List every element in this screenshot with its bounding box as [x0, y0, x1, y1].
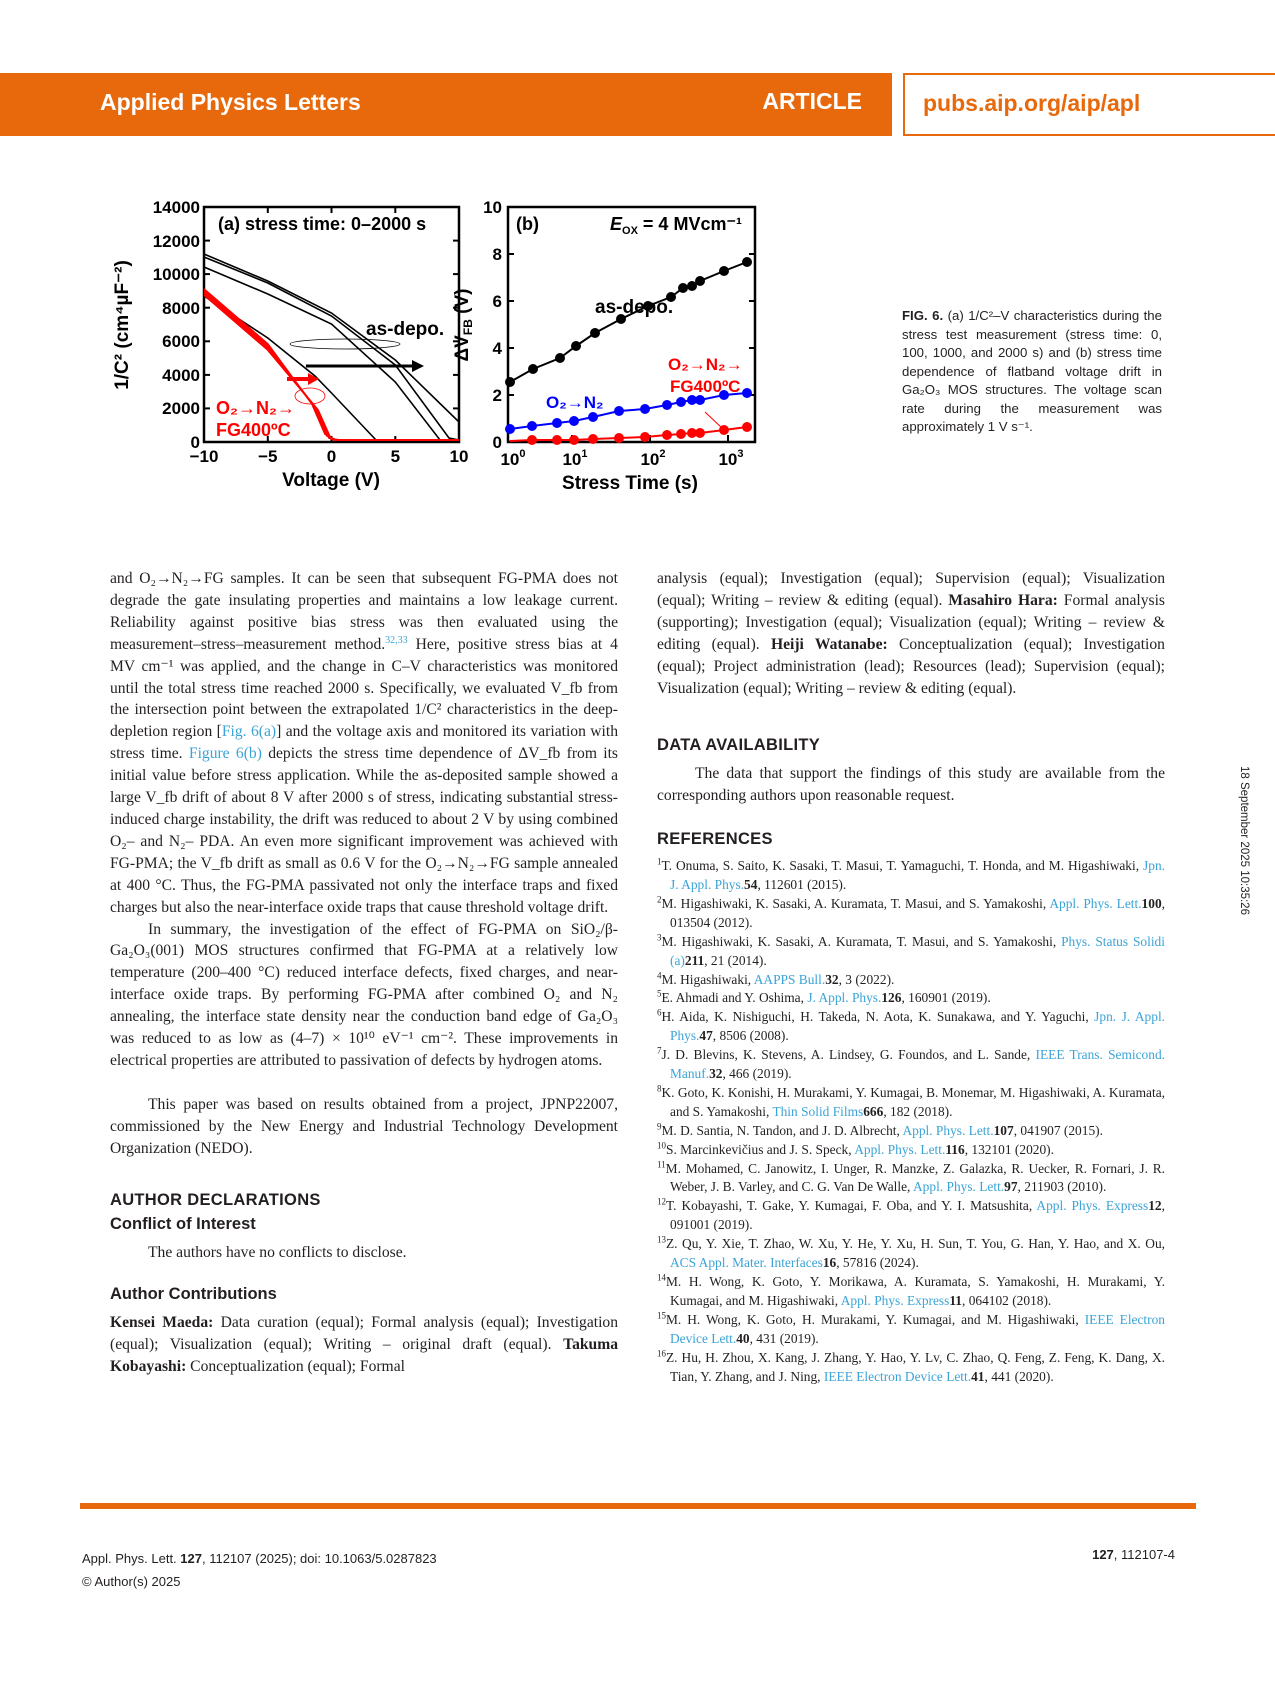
svg-text:10: 10 [483, 200, 502, 217]
reference-authors: M. H. Wong, K. Goto, H. Murakami, Y. Kumagai, and M. Higashiwaki, [666, 1311, 1085, 1327]
conflict-text: The authors have no conflicts to disclose. [148, 1244, 407, 1262]
svg-text:EOX = 4 MVcm⁻¹: $E_{OX} = 4$ MVcm⁻¹ [610, 214, 742, 237]
svg-text:Voltage (V): Voltage (V) [282, 470, 380, 491]
svg-text:O₂→N₂→: O₂→N₂→ [668, 355, 743, 374]
reference-journal-link[interactable]: Appl. Phys. Lett. [902, 1122, 994, 1138]
reference-details: , 041907 (2015). [1013, 1122, 1103, 1138]
svg-text:102: $10^2$ [640, 448, 666, 469]
svg-text:2: 2 [492, 386, 502, 405]
data-availability-heading: DATA AVAILABILITY [657, 736, 821, 755]
reference-details: , 8506 (2008). [712, 1028, 789, 1044]
svg-text:−5: −5 [258, 447, 278, 466]
fig-6b-link[interactable]: Figure 6(b) [188, 745, 262, 763]
reference-number: 9 [657, 1121, 662, 1132]
svg-text:100: $10^0$ [500, 448, 526, 469]
svg-text:12000: 12000 [152, 232, 200, 251]
reference-journal-link[interactable]: Jpn. J. Appl. Phys. [670, 1009, 1166, 1044]
reference-details: , 441 (2020). [984, 1368, 1054, 1384]
reference-details: , 132101 (2020). [964, 1141, 1054, 1157]
reference-details: , 013504 (2012). [670, 895, 1165, 930]
reference-item [657, 1160, 1165, 1198]
right-column [657, 568, 1165, 1386]
reference-details: , 3 (2022). [838, 971, 895, 987]
svg-text:14000: 14000 [152, 200, 200, 217]
svg-text:6: 6 [492, 292, 502, 311]
reference-authors: M. Higashiwaki, K. Sasaki, A. Kuramata, T. Masui, and S. Yamakoshi, [661, 895, 1050, 911]
reference-volume: 47 [699, 1028, 713, 1044]
article-type-label: ARTICLE [762, 88, 862, 114]
reference-item [657, 971, 1165, 990]
contributions-heading: Author Contributions [110, 1285, 277, 1304]
reference-volume: 54 [744, 876, 758, 892]
reference-details: , 211903 (2010). [1017, 1179, 1107, 1195]
reference-item [657, 1349, 1165, 1387]
reference-volume: 666 [863, 1103, 884, 1119]
svg-text:−10: −10 [189, 447, 219, 466]
svg-text:(b): (b) [516, 214, 539, 234]
svg-text:10000: 10000 [152, 265, 200, 284]
reference-authors: K. Goto, K. Konishi, H. Murakami, Y. Kumagai, B. Monemar, M. Higashiwaki, A. Kuramata, and S. Yamakoshi, [661, 1084, 1165, 1119]
reference-details: , 160901 (2019). [901, 990, 991, 1006]
reference-number: 8 [657, 1083, 662, 1094]
reference-authors: Z. Qu, Y. Xie, T. Zhao, W. Xu, Y. He, Y. Xu, H. Sun, T. You, G. Han, Y. Hao, and X. Ou, [666, 1236, 1165, 1252]
reference-authors: J. D. Blevins, K. Stevens, A. Lindsey, G. Foundos, and L. Sande, [661, 1047, 1036, 1063]
svg-text:O₂→N₂→: O₂→N₂→ [216, 398, 295, 418]
svg-text:as-depo.: as-depo. [595, 297, 674, 318]
reference-authors: M. Higashiwaki, K. Sasaki, A. Kuramata, T. Masui, and S. Yamakoshi, [661, 933, 1062, 949]
reference-authors: T. Kobayashi, T. Gake, Y. Kumagai, F. Oba, and Y. I. Matsushita, [666, 1198, 1037, 1214]
journal-url-link[interactable]: pubs.aip.org/aip/apl [923, 90, 1141, 116]
reference-item [657, 989, 1165, 1008]
data-availability-text: The data that support the findings of this study are available from the corresponding authors upon reasonable request. [657, 765, 1165, 805]
svg-text:8000: 8000 [162, 299, 200, 318]
footer-rule [80, 1503, 1196, 1509]
reference-journal-link[interactable]: Appl. Phys. Lett. [913, 1179, 1005, 1195]
left-column [110, 568, 618, 1378]
figure-caption [902, 307, 1162, 437]
reference-item [657, 1273, 1165, 1311]
svg-text:8: 8 [492, 245, 502, 264]
reference-journal-link[interactable]: IEEE Trans. Semicond. Manuf. [670, 1047, 1165, 1082]
reference-journal-link[interactable]: Appl. Phys. Express [1036, 1198, 1149, 1214]
svg-text:as-depo.: as-depo. [366, 319, 445, 340]
reference-journal-link[interactable]: IEEE Electron Device Lett. [670, 1311, 1166, 1346]
reference-volume: 107 [993, 1122, 1014, 1138]
download-timestamp: 18 September 2025 10:35:26 [1238, 766, 1250, 915]
summary-paragraph: In summary, the investigation of the effect of FG-PMA on SiO₂/β-Ga₂O₃(001) MOS structures confirmed that FG-PMA at a relatively low temperature (200–400 °C) reduced interface defects, fixed charges, and near-interface oxide traps. By performing FG-PMA after combined O₂ and N₂ annealing, the interface state density near the conduction band edge of Ga₂O₃ was reduced to as low as (4–7) × 10¹⁰ eV⁻¹ cm⁻². These improvements in electrical properties are attributed to passivation of defects by hydrogen atoms. [110, 920, 618, 1069]
svg-text:Stress Time (s): Stress Time (s) [562, 473, 698, 494]
reference-journal-link[interactable]: IEEE Electron Device Lett. [823, 1368, 972, 1384]
reference-volume: 41 [971, 1368, 985, 1384]
contributions-text: Kensei Maeda: Data curation (equal); Formal analysis (equal); Investigation (equal); Visualization (equal); Writing – original draft (equal). Takuma Kobayashi: Conceptualization (equal); Formal [110, 1314, 618, 1375]
reference-authors: M. Higashiwaki, [661, 971, 754, 987]
reference-number: 5 [657, 988, 662, 999]
reference-number: 16 [657, 1348, 666, 1359]
reference-item [657, 1046, 1165, 1084]
copyright: © Author(s) 2025 [82, 1574, 181, 1589]
reference-volume: 32 [709, 1066, 723, 1082]
conflict-heading: Conflict of Interest [110, 1215, 256, 1234]
reference-journal-link[interactable]: Appl. Phys. Lett. [854, 1141, 946, 1157]
svg-text:FG400ºC: FG400ºC [670, 377, 741, 396]
reference-journal-link[interactable]: Phys. Status Solidi (a) [670, 933, 1165, 968]
chart-b [449, 200, 755, 494]
svg-text:O₂→N₂: O₂→N₂ [546, 393, 604, 412]
reference-item [657, 1008, 1165, 1046]
caption-label: FIG. 6. [902, 308, 944, 323]
reference-authors: M. Mohamed, C. Janowitz, I. Unger, R. Manzke, Z. Galazka, R. Uecker, R. Fornari, J. R. Weber, J. B. Varley, and C. G. Van De Walle, [665, 1160, 1165, 1195]
contributions-continued: analysis (equal); Investigation (equal); Supervision (equal); Visualization (equal); Writing – review & editing (equal). Masahiro Hara: Formal analysis (supporting); Investigation (equal); Visualization (equal); Writing – review & editing (equal). Heiji Watanabe: Conceptualization (equal); Investigation (equal); Project administration (lead); Resources (lead); Supervision (equal); Visualization (equal); Writing – review & editing (equal). [657, 570, 1165, 697]
journal-title: Applied Physics Letters [100, 89, 361, 115]
reference-number: 4 [657, 970, 662, 981]
reference-number: 1 [657, 856, 662, 867]
reference-volume: 32 [825, 971, 839, 987]
svg-text:103: $10^3$ [718, 448, 744, 469]
reference-volume: 97 [1004, 1179, 1018, 1195]
reference-authors: S. Marcinkevičius and J. S. Speck, [666, 1141, 855, 1157]
svg-text:101: $10^1$ [562, 448, 588, 469]
svg-text:FG400ºC: FG400ºC [216, 420, 291, 440]
svg-text:4: 4 [492, 339, 502, 358]
reference-number: 3 [657, 932, 662, 943]
reference-details: , 064102 (2018). [962, 1292, 1052, 1308]
svg-text:10: 10 [449, 447, 469, 466]
reference-details: , 182 (2018). [883, 1103, 953, 1119]
reference-authors: M. D. Santia, N. Tandon, and J. D. Albrecht, [661, 1122, 903, 1138]
reference-number: 12 [657, 1196, 666, 1207]
funding-paragraph: This paper was based on results obtained from a project, JPNP22007, commissioned by the New Energy and Industrial Technology Development Organization (NEDO). [110, 1095, 618, 1157]
svg-text:5: 5 [390, 447, 401, 466]
references-list [657, 857, 1165, 1386]
reference-details: , 57816 (2024). [836, 1255, 919, 1271]
reference-details: , 112601 (2015). [757, 876, 847, 892]
figure-6 [100, 200, 820, 540]
page-number: 127, 112107-4 [1092, 1547, 1175, 1562]
reference-number: 13 [657, 1234, 666, 1245]
body-paragraph: and O₂→N₂→FG samples. It can be seen that subsequent FG-PMA does not degrade the gate insulating properties and maintains a low leakage current. Reliability against positive bias stress was then evaluated using the measurement–stress–measurement method.$^{32,33}$ Here, positive stress bias at 4 MV cm⁻¹ was applied, and the change in C–V characteristics was monitored until the total stress time reached 2000 s. Specifically, we evaluated V_fb from the intersection point between the extrapolated 1/C² characteristics in the deep-depletion region [Fig. 6(a)] and the voltage axis and monitored its variation with stress time. Figure 6(b) depicts the stress time dependence of ΔV_fb from its initial value before stress application. While the as-deposited sample showed a large V_fb drift of about 8 V after 2000 s of stress, indicating substantial stress-induced charge instability, the drift was reduced to about 2 V by using combined O₂– and N₂– PDA. An even more significant improvement was achieved with FG-PMA; the V_fb drift as small as 0.6 V for the O₂→N₂→FG sample annealed at 400 °C. Thus, the FG-PMA passivated not only the interface traps and fixed charges but also the near-interface oxide traps that cause threshold voltage drift. [110, 570, 619, 916]
svg-text:0: 0 [190, 433, 200, 452]
reference-volume: 211 [684, 952, 705, 968]
reference-volume: 100 [1141, 895, 1162, 911]
reference-item [657, 933, 1165, 971]
journal-banner [0, 73, 892, 136]
reference-journal-link[interactable]: J. Appl. Phys. [807, 990, 882, 1006]
footer-citation: Appl. Phys. Lett. 127, 112107 (2025); doi: 10.1063/5.0287823 © Author(s) 2025 [82, 1547, 437, 1593]
reference-authors: Z. Hu, H. Zhou, X. Kang, J. Zhang, Y. Hao, Y. Lv, C. Zhao, Q. Feng, Z. Feng, K. Dang, X. Tian, Y. Zhang, and J. Ning, [666, 1349, 1165, 1384]
svg-text:0: 0 [326, 447, 337, 466]
reference-number: 6 [657, 1007, 662, 1018]
reference-number: 11 [657, 1159, 666, 1170]
reference-authors: T. Onuma, S. Saito, K. Sasaki, T. Masui, T. Yamaguchi, T. Honda, and M. Higashiwaki, [661, 858, 1144, 874]
journal-url-box[interactable] [903, 73, 1275, 136]
reference-volume: 11 [949, 1292, 962, 1308]
reference-item [657, 1197, 1165, 1235]
reference-item [657, 1122, 1165, 1141]
citation-link[interactable]: 32,33 [385, 634, 408, 646]
reference-volume: 116 [945, 1141, 965, 1157]
figure-6-charts [100, 200, 820, 540]
reference-item [657, 1235, 1165, 1273]
reference-volume: 12 [1148, 1198, 1162, 1214]
reference-details: , 091001 (2019). [670, 1198, 1165, 1233]
reference-journal-link[interactable]: ACS Appl. Mater. Interfaces [670, 1255, 823, 1271]
svg-text:0: 0 [492, 433, 502, 452]
reference-journal-link[interactable]: Appl. Phys. Lett. [1049, 895, 1142, 911]
svg-text:ΔVFB (V): $\Delta V_{FB}$ (V) [452, 288, 475, 362]
doi-text[interactable]: , 112107 (2025); doi: 10.1063/5.0287823 [201, 1551, 437, 1566]
reference-item [657, 1311, 1165, 1349]
svg-text:2000: 2000 [162, 399, 200, 418]
chart-a [112, 200, 468, 491]
caption-text: (a) 1/C²–V characteristics during the stress test measurement (stress time: 0, 100, 1000, and 2000 s) and (b) stress time dependence of flatband voltage drift in Ga₂O₃ MOS structures. The voltage scan rate during the measurement was approximately 1 V s⁻¹. [902, 308, 1162, 434]
reference-authors: E. Ahmadi and Y. Oshima, [661, 990, 808, 1006]
reference-authors: H. Aida, K. Nishiguchi, H. Takeda, N. Aota, K. Sunakawa, and Y. Yaguchi, [661, 1009, 1095, 1025]
reference-item [657, 895, 1165, 933]
reference-journal-link[interactable]: Jpn. J. Appl. Phys. [670, 858, 1165, 892]
reference-details: , 21 (2014). [704, 952, 767, 968]
reference-number: 15 [657, 1310, 666, 1321]
reference-item [657, 1084, 1165, 1122]
fig-6a-link[interactable]: Fig. 6(a) [221, 723, 277, 741]
reference-volume: 16 [822, 1255, 837, 1271]
reference-volume: 40 [736, 1330, 750, 1346]
reference-number: 2 [657, 894, 662, 905]
reference-details: , 466 (2019). [722, 1066, 792, 1082]
references-heading: REFERENCES [657, 830, 773, 849]
svg-text:1/C² (cm⁴µF⁻²): 1/C² (cm⁴µF⁻²) [112, 260, 133, 390]
reference-details: , 431 (2019). [749, 1330, 819, 1346]
reference-journal-link[interactable]: Appl. Phys. Express [840, 1292, 950, 1308]
reference-journal-link[interactable]: AAPPS Bull. [753, 971, 826, 987]
svg-text:4000: 4000 [162, 366, 200, 385]
svg-text:(a) stress time: 0–2000 s: (a) stress time: 0–2000 s [218, 214, 427, 234]
reference-number: 14 [657, 1272, 666, 1283]
reference-number: 7 [657, 1045, 662, 1056]
reference-item [657, 857, 1165, 895]
reference-number: 10 [657, 1140, 666, 1151]
reference-volume: 126 [881, 990, 902, 1006]
reference-item [657, 1141, 1165, 1160]
reference-authors: M. H. Wong, K. Goto, Y. Morikawa, A. Kuramata, S. Yamakoshi, H. Murakami, Y. Kumagai, and M. Higashiwaki, [666, 1274, 1165, 1308]
author-declarations-heading: AUTHOR DECLARATIONS [110, 1190, 321, 1209]
reference-journal-link[interactable]: Thin Solid Films [772, 1103, 864, 1119]
svg-text:6000: 6000 [162, 332, 200, 351]
